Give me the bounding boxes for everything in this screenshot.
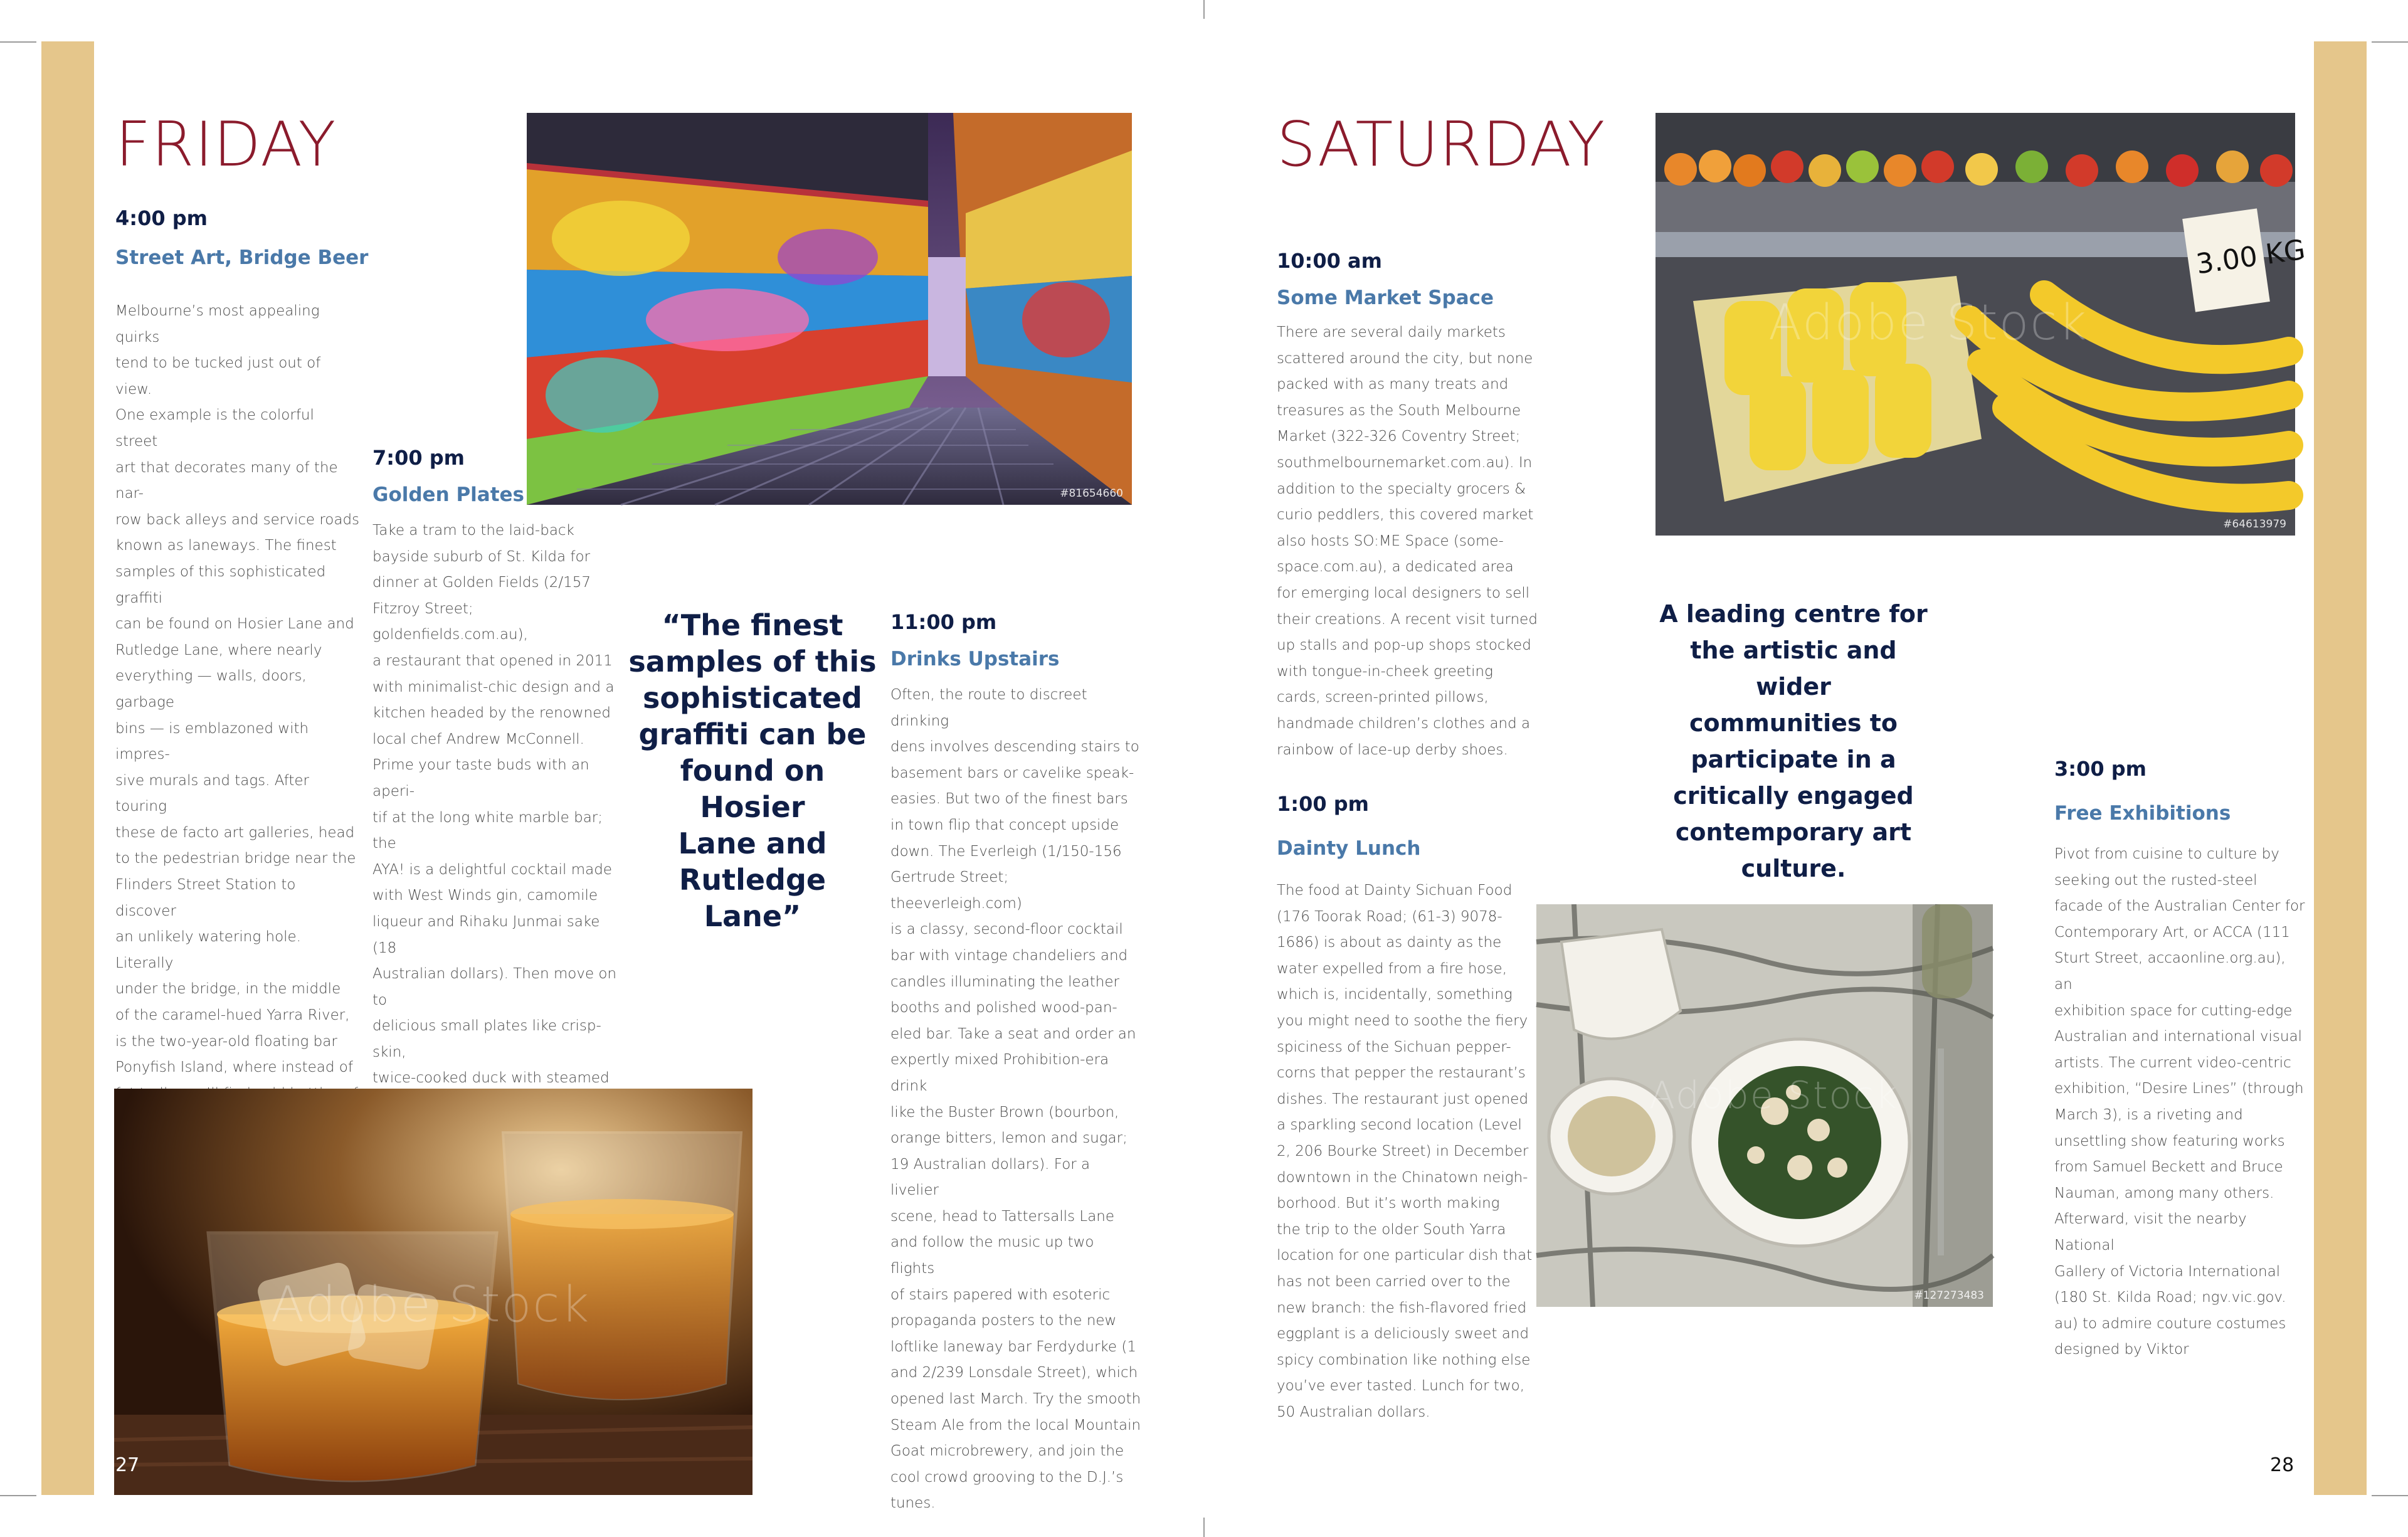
page-number-right: 28 xyxy=(2270,1454,2294,1476)
body-line: Nauman, among many others. xyxy=(2054,1185,2274,1202)
body-line: from Samuel Beckett and Bruce xyxy=(2054,1159,2283,1176)
body-line: bayside suburb of St. Kilda for xyxy=(372,548,591,565)
body-line: (176 Toorak Road; (61-3) 9078- xyxy=(1277,908,1502,925)
dainty-lunch-time: 1:00 pm xyxy=(1277,792,1369,816)
body-line: local chef Andrew McConnell. xyxy=(372,731,584,747)
quote-line: the artistic and wider xyxy=(1690,636,1897,700)
golden-plates-time: 7:00 pm xyxy=(372,446,465,470)
graffiti-alley-illustration xyxy=(527,113,1132,505)
market-time: 10:00 am xyxy=(1277,249,1382,273)
body-line: art that decorates many of the nar- xyxy=(115,459,338,502)
body-line: addition to the specialty grocers & xyxy=(1277,480,1526,497)
body-line: Contemporary Art, or ACCA (111 xyxy=(2054,924,2290,941)
body-line: Melbourne’s most appealing quirks xyxy=(115,303,320,346)
body-line: curio peddlers, this covered market xyxy=(1277,507,1534,524)
body-line: of the caramel-hued Yarra River, xyxy=(115,1007,350,1024)
body-line: sive murals and tags. After touring xyxy=(115,772,309,815)
body-line: basement bars or cavelike speak- xyxy=(890,764,1134,781)
crop-mark xyxy=(2372,41,2408,43)
body-line: the trip to the older South Yarra xyxy=(1277,1221,1506,1238)
body-line: 1686) is about as dainty as the xyxy=(1277,934,1502,951)
body-line: under the bridge, in the middle xyxy=(115,981,341,998)
quote-line: Rutledge Lane” xyxy=(679,863,826,933)
body-line: Steam Ale from the local Mountain xyxy=(890,1417,1141,1434)
body-line: 19 Australian dollars). For a livelier xyxy=(890,1156,1090,1199)
body-line: twice-cooked duck with steamed xyxy=(372,1070,610,1087)
page-number-left: 27 xyxy=(115,1454,140,1476)
body-line: samples of this sophisticated graffiti xyxy=(115,563,326,606)
body-line: The food at Dainty Sichuan Food xyxy=(1277,882,1513,899)
body-line: and 2/239 Lonsdale Street), which xyxy=(890,1365,1138,1381)
photo-stock-id: #64613979 xyxy=(2223,518,2286,531)
body-line: Flinders Street Station to discover xyxy=(115,877,296,919)
body-line: seeking out the rusted-steel xyxy=(2054,872,2258,889)
body-line: expertly mixed Prohibition-era drink xyxy=(890,1052,1109,1094)
body-line: downtown in the Chinatown neigh- xyxy=(1277,1169,1528,1186)
quote-line: sophisticated xyxy=(643,681,862,715)
exhibitions-body xyxy=(2054,842,2305,1363)
body-line: an unlikely watering hole. Literally xyxy=(115,929,301,971)
body-line: rainbow of lace-up derby shoes. xyxy=(1277,741,1508,758)
crop-mark xyxy=(1203,0,1205,19)
body-line: liqueur and Rihaku Junmai sake (18 xyxy=(372,913,600,956)
body-line: dinner at Golden Fields (2/157 xyxy=(372,574,591,591)
body-line: water expelled from a fire hose, xyxy=(1277,960,1508,977)
body-line: which is, incidentally, something xyxy=(1277,986,1513,1003)
body-line: a restaurant that opened in 2011 xyxy=(372,652,613,669)
body-line: location for one particular dish that xyxy=(1277,1247,1533,1264)
drinks-upstairs-title: Drinks Upstairs xyxy=(890,648,1060,670)
market-title: Some Market Space xyxy=(1277,287,1494,309)
exhibitions-time: 3:00 pm xyxy=(2054,757,2147,781)
quote-line: contemporary art xyxy=(1675,818,1912,846)
body-line: exhibition space for cutting-edge xyxy=(2054,1002,2293,1019)
crop-mark xyxy=(0,41,36,43)
body-line: down. The Everleigh (1/150-156 xyxy=(890,843,1122,860)
golden-plates-title: Golden Plates xyxy=(372,483,525,506)
body-line: with tongue-in-cheek greeting xyxy=(1277,663,1493,680)
price-tag-text: 3.00 KG xyxy=(2194,233,2308,281)
body-line: and follow the music up two flights xyxy=(890,1234,1094,1277)
dainty-lunch-title: Dainty Lunch xyxy=(1277,837,1421,860)
body-line: with West Winds gin, camomile xyxy=(372,887,598,904)
body-line: delicious small plates like crisp-skin, xyxy=(372,1018,601,1060)
stock-watermark: Adobe Stock xyxy=(271,1277,591,1333)
body-line: has not been carried over to the xyxy=(1277,1273,1511,1290)
body-line: spicy combination like nothing else xyxy=(1277,1351,1531,1368)
body-line: Take a tram to the laid-back xyxy=(372,522,574,539)
body-line: Gertrude Street; theeverleigh.com) xyxy=(890,869,1022,912)
body-line: Afterward, visit the nearby National xyxy=(2054,1211,2247,1254)
body-line: tunes. xyxy=(890,1495,936,1512)
body-line: packed with as many treats and xyxy=(1277,376,1509,393)
quote-line: A leading centre for xyxy=(1659,600,1928,628)
body-line: Gallery of Victoria International xyxy=(2054,1263,2281,1280)
body-line: borhood. But it’s worth making xyxy=(1277,1195,1500,1212)
body-line: up stalls and pop-up shops stocked xyxy=(1277,637,1531,654)
body-line: loftlike laneway bar Ferdydurke (1 xyxy=(890,1338,1136,1355)
body-line: easies. But two of the finest bars xyxy=(890,791,1128,808)
body-line: scattered around the city, but none xyxy=(1277,350,1533,367)
street-art-body xyxy=(115,298,360,1212)
body-line: booths and polished wood-pan- xyxy=(890,1000,1117,1017)
photo-stock-id: #81654660 xyxy=(1060,487,1123,500)
exhibitions-title: Free Exhibitions xyxy=(2054,802,2231,825)
body-line: Pivot from cuisine to culture by xyxy=(2054,846,2279,862)
body-line: these de facto art galleries, head xyxy=(115,824,355,841)
body-line: exhibition, “Desire Lines” (through xyxy=(2054,1080,2304,1097)
body-line: propaganda posters to the new xyxy=(890,1313,1117,1329)
body-line: Sturt Street, accaonline.org.au), an xyxy=(2054,950,2286,993)
body-line: like the Buster Brown (bourbon, xyxy=(890,1104,1119,1121)
body-line: also hosts SO:ME Space (some- xyxy=(1277,532,1504,549)
body-line: southmelbournemarket.com.au). In xyxy=(1277,454,1533,471)
hosier-lane-photo xyxy=(527,113,1132,505)
friday-heading: FRIDAY xyxy=(115,109,337,181)
body-line: is a classy, second-floor cocktail xyxy=(890,921,1123,938)
body-line: tif at the long white marble bar; the xyxy=(372,809,603,852)
body-line: Rutledge Lane, where nearly xyxy=(115,642,322,658)
street-art-title: Street Art, Bridge Beer xyxy=(115,246,369,269)
body-line: Prime your taste buds with an aperi- xyxy=(372,757,589,800)
saturday-heading: SATURDAY xyxy=(1277,109,1606,181)
body-line: eggplant is a deliciously sweet and xyxy=(1277,1326,1529,1343)
friday-pull-quote xyxy=(627,607,878,934)
street-art-time: 4:00 pm xyxy=(115,206,208,230)
body-line: Often, the route to discreet drinking xyxy=(890,687,1087,729)
body-line: kitchen headed by the renowned xyxy=(372,705,611,722)
quote-line: Lane and xyxy=(678,827,827,860)
body-line: Market (322-326 Coventry Street; xyxy=(1277,428,1521,445)
crop-mark xyxy=(2372,1495,2408,1496)
body-line: handmade children’s clothes and a xyxy=(1277,715,1531,732)
body-line: facade of the Australian Center for xyxy=(2054,898,2305,915)
crop-mark xyxy=(0,1495,36,1496)
body-line: Ponyfish Island, where instead of xyxy=(115,1059,353,1076)
body-line: of stairs papered with esoteric xyxy=(890,1286,1111,1303)
body-line: dishes. The restaurant just opened xyxy=(1277,1091,1529,1107)
body-line: orange bitters, lemon and sugar; xyxy=(890,1130,1127,1147)
body-line: unsettling show featuring works xyxy=(2054,1133,2285,1149)
photo-stock-id: #127273483 xyxy=(1914,1289,1984,1302)
body-line: row back alleys and service roads xyxy=(115,511,360,528)
drinks-upstairs-body xyxy=(890,682,1141,1517)
body-line: dens involves descending stairs to xyxy=(890,739,1139,756)
quote-line: communities to xyxy=(1689,709,1898,737)
body-line: space.com.au), a dedicated area xyxy=(1277,559,1514,576)
body-line: to the pedestrian bridge near the xyxy=(115,850,356,867)
body-line: 2, 206 Bourke Street) in December xyxy=(1277,1143,1529,1159)
saturday-pull-quote xyxy=(1656,596,1931,887)
body-line: One example is the colorful street xyxy=(115,407,314,450)
body-line: AYA! is a delightful cocktail made xyxy=(372,861,613,878)
right-gold-band xyxy=(2314,41,2367,1495)
body-line: their creations. A recent visit turned xyxy=(1277,611,1538,628)
left-gold-band xyxy=(41,41,94,1495)
body-line: Goat microbrewery, and join the xyxy=(890,1443,1124,1460)
dainty-lunch-body xyxy=(1277,878,1540,1425)
body-line: bar with vintage chandeliers and xyxy=(890,947,1128,964)
whisky-glasses-photo xyxy=(114,1089,752,1495)
body-line: with minimalist-chic design and a xyxy=(372,679,615,695)
body-line: There are several daily markets xyxy=(1277,324,1506,341)
quote-line: participate in a xyxy=(1691,746,1896,773)
body-line: in town flip that concept upside xyxy=(890,816,1119,833)
drinks-upstairs-time: 11:00 pm xyxy=(890,610,997,634)
sichuan-lunch-photo xyxy=(1536,904,1993,1307)
body-line: cool crowd grooving to the D.J.’s xyxy=(890,1469,1124,1486)
quote-line: culture. xyxy=(1741,855,1846,882)
body-line: corns that pepper the restaurant’s xyxy=(1277,1065,1526,1082)
body-line: March 3), is a riveting and xyxy=(2054,1106,2243,1123)
body-line: 50 Australian dollars. xyxy=(1277,1403,1430,1420)
body-line: new branch: the fish-flavored fried xyxy=(1277,1299,1527,1316)
body-line: Australian and international visual xyxy=(2054,1028,2302,1045)
body-line: you’ve ever tasted. Lunch for two, xyxy=(1277,1378,1525,1395)
body-line: can be found on Hosier Lane and xyxy=(115,616,354,633)
quote-line: samples of this xyxy=(628,645,877,679)
body-line: spiciness of the Sichuan pepper- xyxy=(1277,1038,1511,1055)
body-line: artists. The current video-centric xyxy=(2054,1054,2291,1071)
body-line: you might need to soothe the fiery xyxy=(1277,1012,1528,1029)
stock-watermark: Adobe Stock xyxy=(1768,295,2088,351)
body-line: eled bar. Take a seat and order an xyxy=(890,1025,1136,1042)
body-line: designed by Viktor xyxy=(2054,1341,2189,1358)
stock-watermark: Adobe Stock xyxy=(1649,1074,1898,1117)
body-line: is the two-year-old floating bar xyxy=(115,1033,337,1050)
body-line: opened last March. Try the smooth xyxy=(890,1391,1141,1408)
market-produce-photo xyxy=(1656,113,2308,536)
crop-mark xyxy=(1203,1518,1205,1537)
body-line: everything — walls, doors, garbage xyxy=(115,668,307,710)
body-line: bins — is emblazoned with impres- xyxy=(115,720,309,763)
quote-line: found on Hosier xyxy=(680,754,825,824)
quote-line: graffiti can be xyxy=(638,717,867,751)
quote-line: critically engaged xyxy=(1673,782,1914,810)
body-line: Fitzroy Street; goldenfields.com.au), xyxy=(372,600,528,643)
body-line: a sparkling second location (Level xyxy=(1277,1117,1522,1134)
body-line: au) to admire couture costumes xyxy=(2054,1315,2286,1332)
body-line: candles illuminating the leather xyxy=(890,973,1119,990)
market-body xyxy=(1277,320,1540,763)
body-line: tend to be tucked just out of view. xyxy=(115,355,321,398)
body-line: for emerging local designers to sell xyxy=(1277,584,1530,601)
body-line: scene, head to Tattersalls Lane xyxy=(890,1208,1115,1225)
quote-line: “The finest xyxy=(662,608,843,642)
body-line: cards, screen-printed pillows, xyxy=(1277,689,1489,706)
body-line: treasures as the South Melbourne xyxy=(1277,402,1521,419)
body-line: known as laneways. The finest xyxy=(115,537,337,554)
body-line: (180 St. Kilda Road; ngv.vic.gov. xyxy=(2054,1289,2286,1306)
body-line: Australian dollars). Then move on to xyxy=(372,966,617,1008)
